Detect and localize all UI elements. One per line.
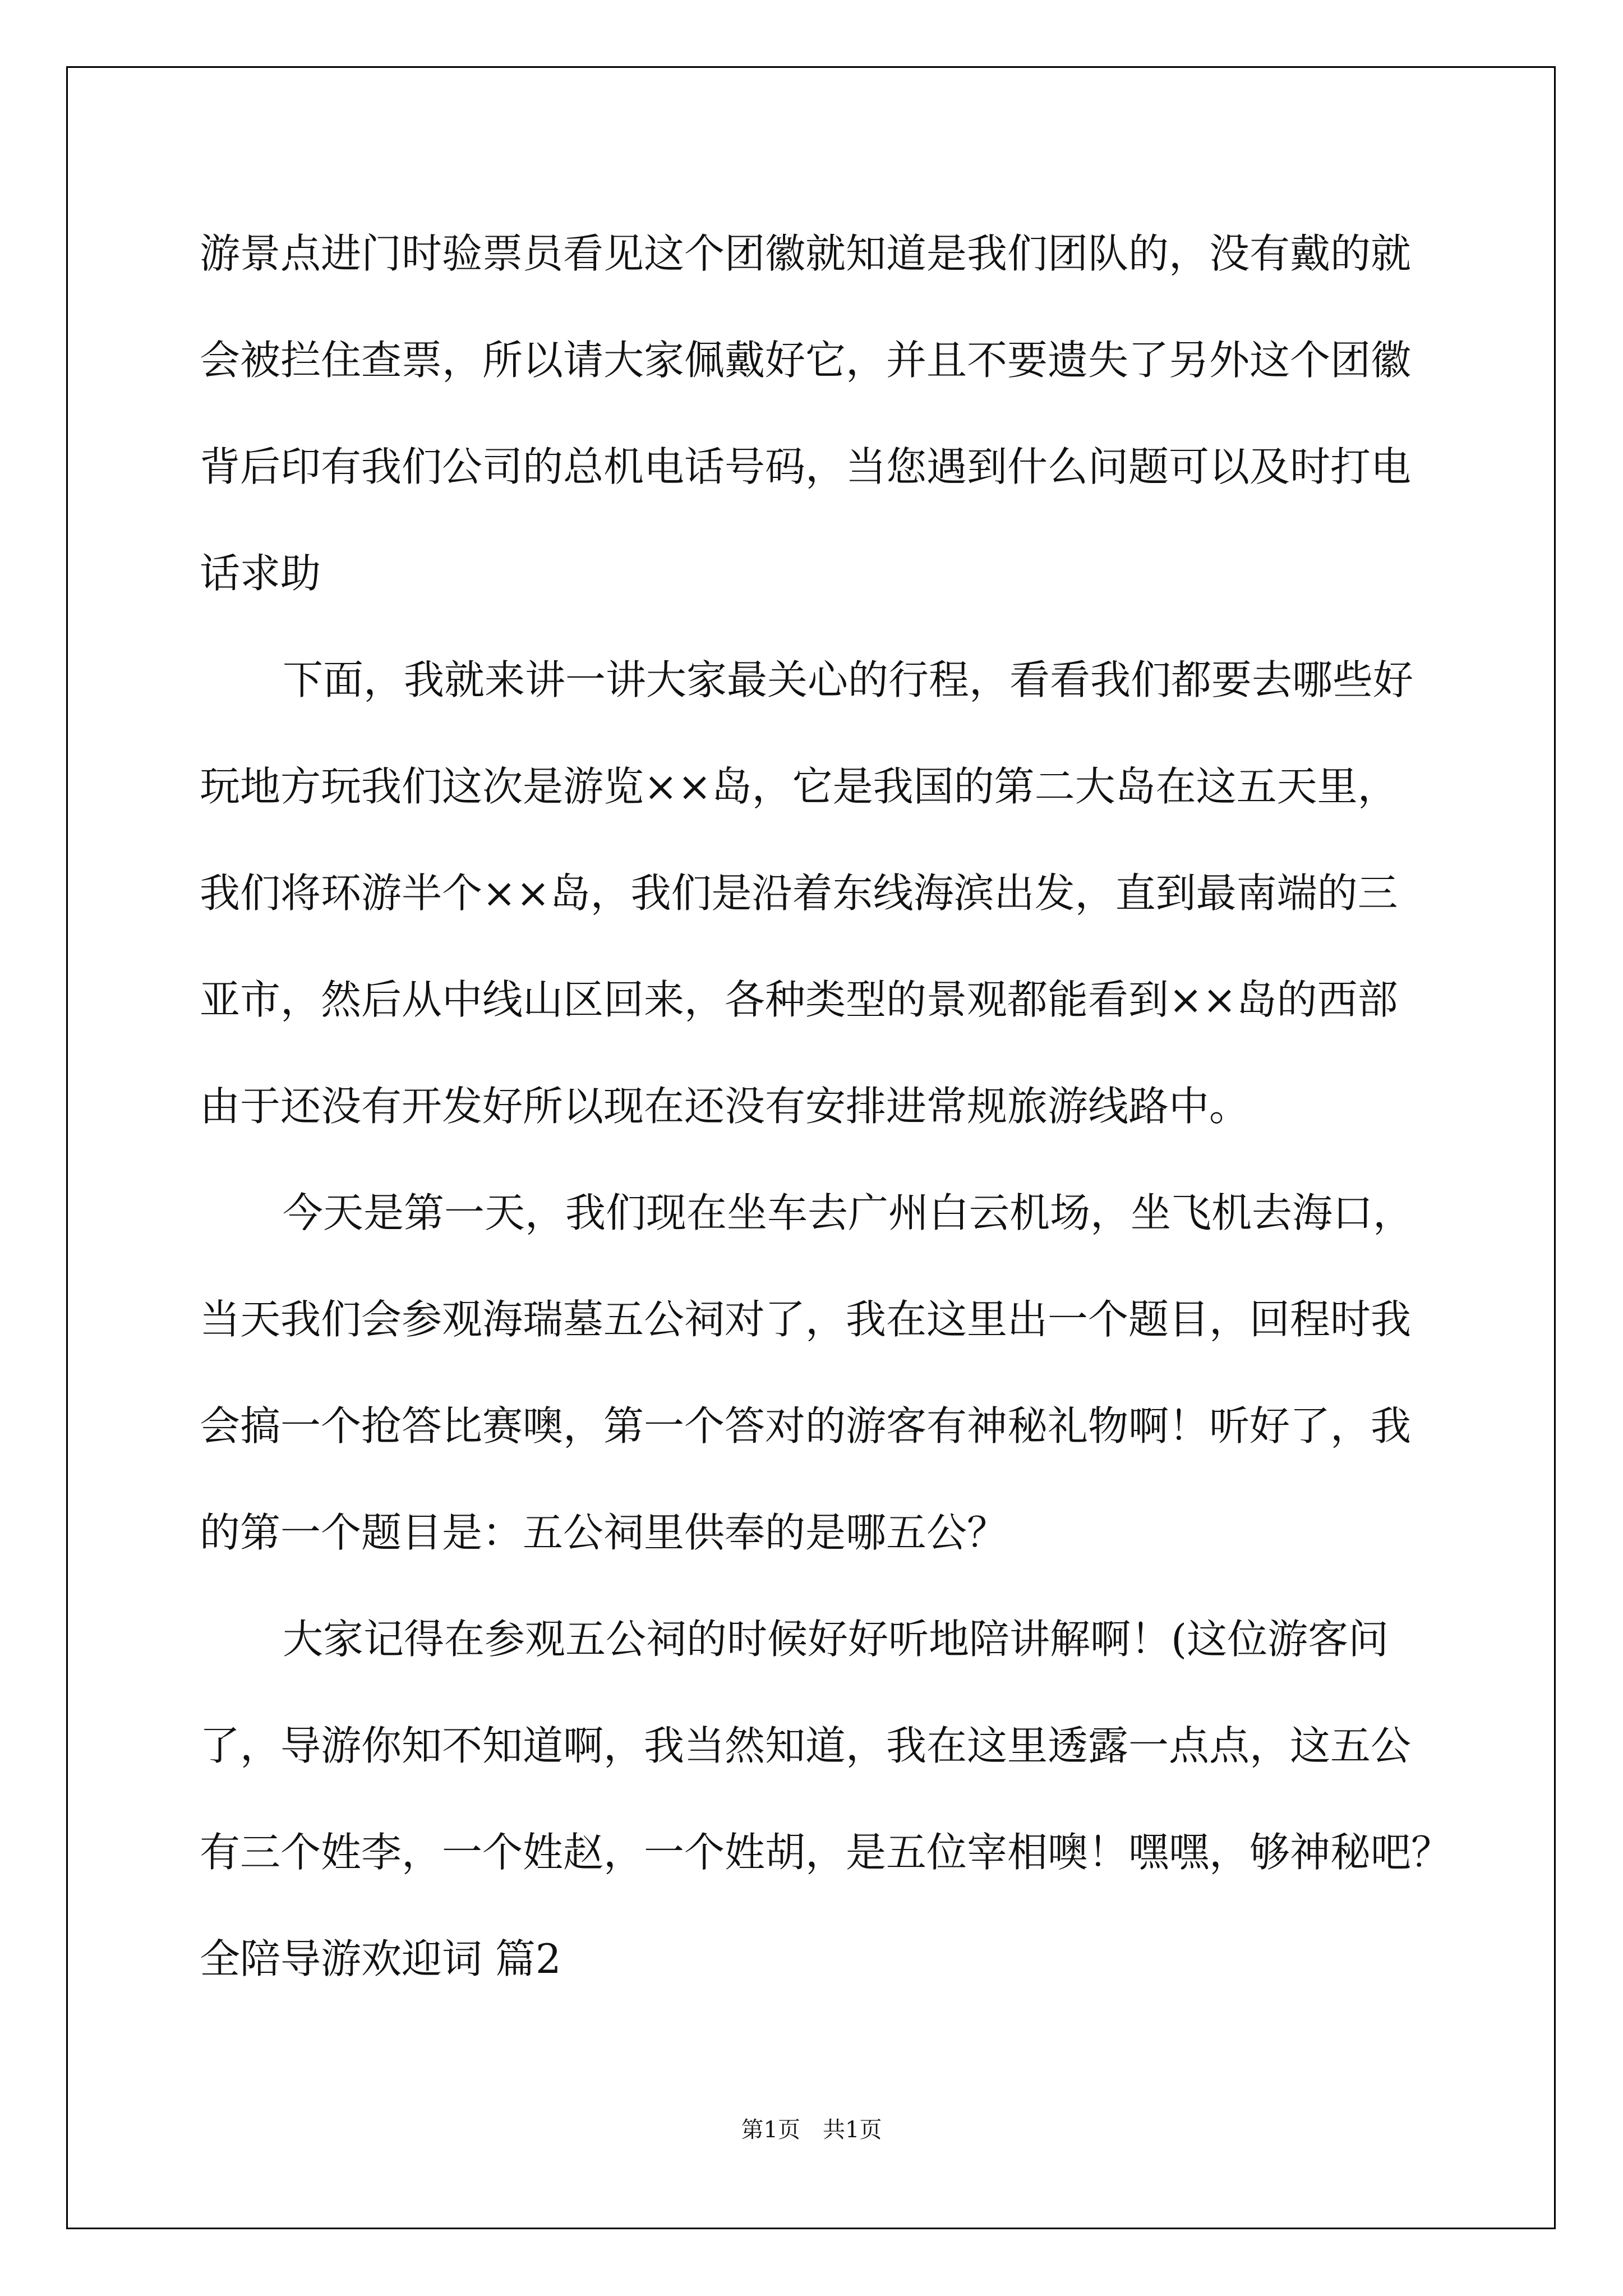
text-line: 今天是第一天，我们现在坐车去广州白云机场，坐飞机去海口， (283, 1189, 1414, 1236)
text-line: 由于还没有开发好所以现在还没有安排进常规旅游线路中。 (200, 1083, 1250, 1130)
text-line: 大家记得在参观五公祠的时候好好听地陪讲解啊！(这位游客问 (283, 1616, 1389, 1663)
text-line: 背后印有我们公司的总机电话号码，当您遇到什么问题可以及时打电 (200, 443, 1412, 490)
text-line: 亚市，然后从中线山区回来，各种类型的景观都能看到××岛的西部 (200, 976, 1398, 1023)
text-line: 当天我们会参观海瑞墓五公祠对了，我在这里出一个题目，回程时我 (200, 1296, 1412, 1343)
paragraph (200, 200, 1461, 627)
paragraph (200, 1159, 1461, 1586)
text-line: 的第一个题目是：五公祠里供奉的是哪五公？ (200, 1509, 1008, 1556)
text-line: 玩地方玩我们这次是游览××岛，它是我国的第二大岛在这五天里， (200, 763, 1398, 810)
text-line: 下面，我就来讲一讲大家最关心的行程，看看我们都要去哪些好 (283, 656, 1414, 703)
text-line: 有三个姓李，一个姓赵，一个姓胡，是五位宰相噢！嘿嘿，够神秘吧？ (200, 1829, 1452, 1876)
text-line: 全陪导游欢迎词 篇2 (200, 1935, 561, 1982)
text-line: 我们将环游半个××岛，我们是沿着东线海滨出发，直到最南端的三 (200, 869, 1398, 917)
text-line: 话求助 (200, 550, 321, 597)
text-line: 游景点进门时验票员看见这个团徽就知道是我们团队的，没有戴的就 (200, 230, 1412, 277)
text-line: 了，导游你知不知道啊，我当然知道，我在这里透露一点点，这五公 (200, 1722, 1412, 1769)
paragraph (200, 627, 1461, 1159)
document-body (200, 200, 1461, 2012)
section-heading (200, 1906, 1461, 2012)
page-number-footer: 第1页 共1页 (741, 2117, 882, 2143)
paragraph (200, 1586, 1461, 1906)
text-line: 会被拦住查票，所以请大家佩戴好它，并且不要遗失了另外这个团徽 (200, 337, 1412, 384)
text-line: 会搞一个抢答比赛噢，第一个答对的游客有神秘礼物啊！听好了，我 (200, 1402, 1412, 1450)
